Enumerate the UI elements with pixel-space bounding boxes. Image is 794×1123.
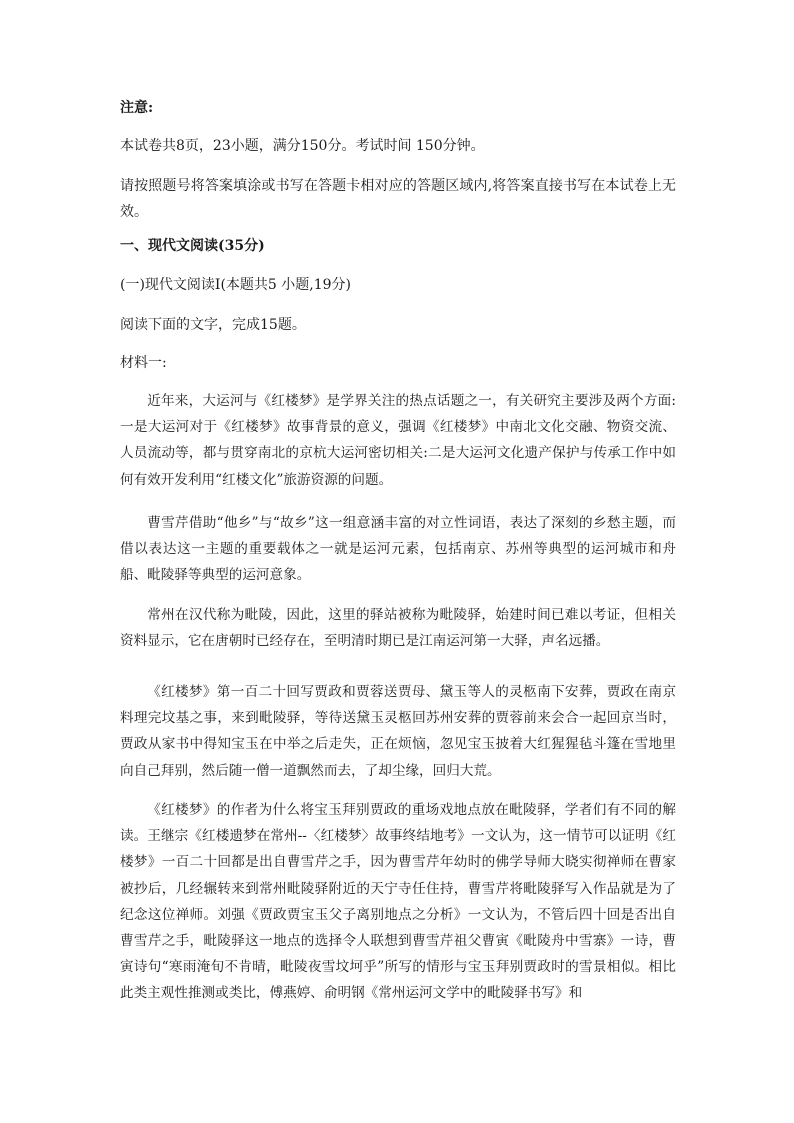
paragraph-4: 《红楼梦》第一百二十回写贾政和贾蓉送贾母、黛玉等人的灵柩南下安葬，贾政在南京料理完坟基之事，来到毗陵驿，等待送黛玉灵柩回苏州安葬的贾蓉前来会合一起回京当时，贾政从家书中得知宝玉在中举之后走失，正在烦恼，忽见宝玉披着大红猩猩毡斗篷在雪地里向自己拜别，然后随一僧一道飘然而去，了却尘缘，回归大荒。 (120, 684, 676, 779)
paragraph-1: 近年来，大运河与《红楼梦》是学界关注的热点话题之一，有关研究主要涉及两个方面:一是大运河对于《红楼梦》故事背景的意义，强调《红楼梦》中南北文化交融、物资交流、人员流动等，都与贯穿南北的京杭大运河密切相关:二是大运河文化遗产保护与传承工作中如何有效开发利用“红楼文化”旅游资源的问题。 (120, 393, 676, 488)
section-title: 一、现代文阅读(35分) (120, 238, 265, 254)
material-label: 材料一: (120, 355, 167, 371)
notice-line-2: 请按照题号将答案填涂或书写在答题卡相对应的答题区域内,将答案直接书写在本试卷上无效。 (120, 178, 676, 220)
paragraph-2: 曹雪芹借助“他乡”与“故乡”这一组意涵丰富的对立性词语，表达了深刻的乡愁主题，而借以表达这一主题的重要载体之一就是运河元素，包括南京、苏州等典型的运河城市和舟船、毗陵驿等典型的运河意象。 (120, 515, 676, 584)
section-subtitle: (一)现代文阅读Ⅰ(本题共5 小题,19分) (120, 277, 351, 293)
paragraph-5: 《红楼梦》的作者为什么将宝玉拜别贾政的重场戏地点放在毗陵驿，学者们有不同的解读。王继宗《红楼遗梦在常州--〈红楼梦〉故事终结地考》一文认为，这一情节可以证明《红楼梦》一百二十回都是出自曹雪芹之手，因为曹雪芹年幼时的佛学导师大晓实彻禅师在曹家被抄后，几经辗转来到常州毗陵驿附近的天宁寺任住持，曹雪芹将毗陵驿写入作品就是为了纪念这位禅师。刘强《贾政贾宝玉父子离别地点之分析》一文认为，不管后四十回是否出自曹雪芹之手，毗陵驿这一地点的选择令人联想到曹雪芹祖父曹寅《毗陵舟中雪寨》一诗，曹寅诗句“寒雨淹旬不肯晴，毗陵夜雪坟坷乎”所写的情形与宝玉拜别贾政时的雪景相似。相比此类主观性推测或类比，傅燕婷、俞明钢《常州运河文学中的毗陵驿书写》和 (120, 802, 676, 1002)
paragraph-3: 常州在汉代称为毗陵，因此，这里的驿站被称为毗陵驿，始建时间已难以考证，但相关资料显示，它在唐朝时已经存在，至明清时期已是江南运河第一大驿，声名远播。 (120, 607, 676, 650)
notice-line-1: 本试卷共8页，23小题，满分150分。考试时间 150分钟。 (120, 138, 485, 154)
reading-instruction: 阅读下面的文字，完成15题。 (120, 317, 306, 333)
notice-heading: 注意: (120, 100, 154, 116)
